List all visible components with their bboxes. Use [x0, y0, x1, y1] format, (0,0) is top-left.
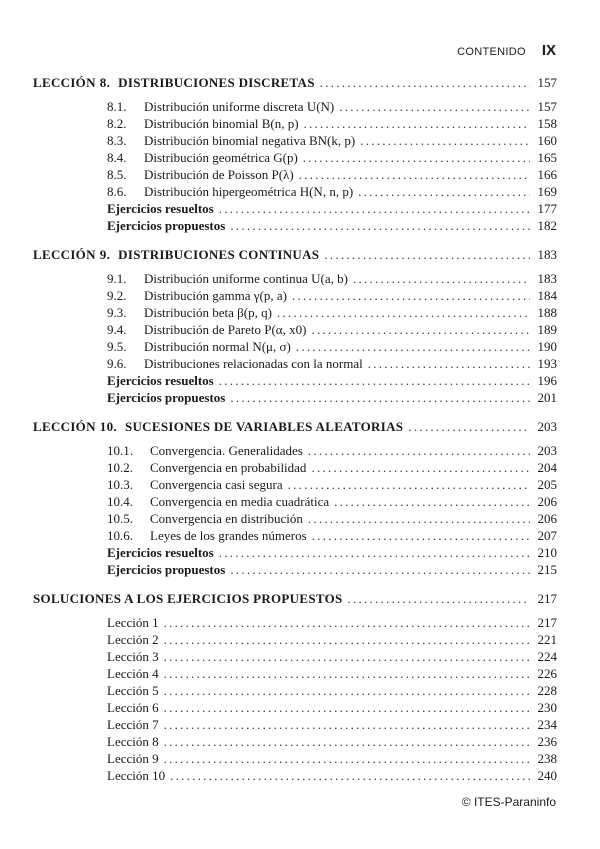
toc-lesson-9[interactable] — [33, 246, 557, 263]
exercises-title: Ejercicios resueltos — [107, 201, 214, 216]
entry-page: 158 — [537, 116, 557, 131]
toc-entry[interactable] — [33, 476, 557, 493]
lesson-page: 183 — [537, 247, 557, 262]
entry-title: Leyes de los grandes números — [150, 528, 307, 543]
dot-leader — [230, 217, 530, 234]
toc-lesson-10[interactable] — [33, 418, 557, 435]
toc-exercises[interactable] — [33, 544, 557, 561]
dot-leader — [303, 149, 530, 166]
dot-leader — [339, 98, 530, 115]
entry-page: 234 — [537, 717, 557, 732]
table-of-contents — [33, 74, 557, 784]
dot-leader — [164, 733, 530, 750]
entry-page: 188 — [537, 305, 557, 320]
toc-entry[interactable] — [33, 149, 557, 166]
toc-entry[interactable] — [33, 355, 557, 372]
entry-title: Lección 2 — [107, 632, 159, 647]
exercises-title: Ejercicios resueltos — [107, 373, 214, 388]
entry-number: 9.1. — [107, 271, 127, 286]
entry-title: Lección 1 — [107, 615, 159, 630]
exercises-title: Ejercicios propuestos — [107, 390, 226, 405]
entry-number: 10.5. — [107, 511, 133, 526]
dot-leader — [320, 74, 530, 91]
page-number: IX — [541, 42, 556, 59]
exercises-title: Ejercicios resueltos — [107, 545, 214, 560]
entry-title: Distribuciones relacionadas con la normal — [144, 356, 363, 371]
entry-title: Lección 9 — [107, 751, 159, 766]
lesson-page: 157 — [537, 75, 557, 90]
dot-leader — [230, 389, 530, 406]
exercises-page: 215 — [537, 562, 557, 577]
entry-page: 203 — [537, 443, 557, 458]
entry-number: 10.3. — [107, 477, 133, 492]
dot-leader — [164, 614, 530, 631]
dot-leader — [368, 355, 530, 372]
solutions-page: 217 — [537, 591, 557, 606]
dot-leader — [164, 631, 530, 648]
toc-entry[interactable] — [33, 98, 557, 115]
entry-title: Distribución uniforme discreta U(N) — [144, 99, 335, 114]
entry-number: 9.5. — [107, 339, 127, 354]
toc-entry[interactable] — [33, 287, 557, 304]
entry-number: 10.4. — [107, 494, 133, 509]
entry-title: Distribución de Pareto P(α, x0) — [144, 322, 307, 337]
exercises-title: Ejercicios propuestos — [107, 218, 226, 233]
entry-page: 165 — [537, 150, 557, 165]
dot-leader — [292, 287, 530, 304]
entry-page: 160 — [537, 133, 557, 148]
toc-entry[interactable] — [33, 338, 557, 355]
dot-leader — [219, 200, 530, 217]
toc-entry[interactable] — [33, 527, 557, 544]
toc-solution-entry[interactable] — [33, 716, 557, 733]
dot-leader — [312, 527, 530, 544]
toc-exercises[interactable] — [33, 389, 557, 406]
lesson-page: 203 — [537, 419, 557, 434]
entry-title: Lección 4 — [107, 666, 159, 681]
lesson-8-entries — [33, 98, 557, 234]
entry-title: Lección 5 — [107, 683, 159, 698]
entry-page: 206 — [537, 494, 557, 509]
lesson-number: 9. — [99, 247, 111, 262]
dot-leader — [288, 476, 530, 493]
entry-title: Convergencia en media cuadrática — [150, 494, 330, 509]
entry-title: Distribución uniforme continua U(a, b) — [144, 271, 348, 286]
dot-leader — [348, 590, 530, 607]
entry-page: 204 — [537, 460, 557, 475]
entry-number: 8.3. — [107, 133, 127, 148]
entry-number: 9.6. — [107, 356, 127, 371]
toc-exercises[interactable] — [33, 200, 557, 217]
lesson-title: DISTRIBUCIONES CONTINUAS — [118, 247, 320, 262]
entry-number: 8.2. — [107, 116, 127, 131]
entry-title: Distribución normal N(μ, σ) — [144, 339, 291, 354]
dot-leader — [299, 166, 530, 183]
dot-leader — [308, 510, 530, 527]
toc-solution-entry[interactable] — [33, 631, 557, 648]
dot-leader — [353, 270, 530, 287]
dot-leader — [308, 442, 530, 459]
entry-page: 207 — [537, 528, 557, 543]
exercises-page: 210 — [537, 545, 557, 560]
entry-page: 183 — [537, 271, 557, 286]
toc-entry[interactable] — [33, 270, 557, 287]
dot-leader — [164, 648, 530, 665]
solutions-entries — [33, 614, 557, 784]
entry-page: 224 — [537, 649, 557, 664]
exercises-page: 177 — [537, 201, 557, 216]
toc-exercises[interactable] — [33, 217, 557, 234]
entry-page: 169 — [537, 184, 557, 199]
entry-page: 206 — [537, 511, 557, 526]
entry-page: 193 — [537, 356, 557, 371]
entry-page: 226 — [537, 666, 557, 681]
toc-solution-entry[interactable] — [33, 665, 557, 682]
toc-entry[interactable] — [33, 510, 557, 527]
entry-title: Lección 10 — [107, 768, 166, 783]
dot-leader — [277, 304, 530, 321]
dot-leader — [219, 372, 530, 389]
entry-title: Convergencia en distribución — [150, 511, 303, 526]
dot-leader — [324, 246, 530, 263]
lesson-label: LECCIÓN — [33, 247, 96, 262]
entry-number: 10.2. — [107, 460, 133, 475]
entry-title: Lección 7 — [107, 717, 159, 732]
entry-title: Distribución gamma γ(p, a) — [144, 288, 287, 303]
entry-title: Lección 6 — [107, 700, 159, 715]
exercises-title: Ejercicios propuestos — [107, 562, 226, 577]
entry-title: Convergencia casi segura — [150, 477, 283, 492]
entry-page: 189 — [537, 322, 557, 337]
entry-page: 184 — [537, 288, 557, 303]
entry-title: Distribución geométrica G(p) — [144, 150, 298, 165]
entry-page: 205 — [537, 477, 557, 492]
toc-entry[interactable] — [33, 321, 557, 338]
dot-leader — [311, 459, 530, 476]
lesson-title: DISTRIBUCIONES DISCRETAS — [118, 75, 315, 90]
toc-solution-entry[interactable] — [33, 682, 557, 699]
dot-leader — [334, 493, 530, 510]
dot-leader — [230, 561, 530, 578]
toc-lesson-8[interactable] — [33, 74, 557, 91]
dot-leader — [304, 115, 530, 132]
dot-leader — [296, 338, 530, 355]
running-head — [457, 42, 556, 59]
entry-title: Distribución beta β(p, q) — [144, 305, 272, 320]
toc-entry[interactable] — [33, 166, 557, 183]
toc-solution-entry[interactable] — [33, 614, 557, 631]
entry-page: 238 — [537, 751, 557, 766]
toc-solution-entry[interactable] — [33, 699, 557, 716]
toc-entry[interactable] — [33, 115, 557, 132]
running-head-section: CONTENIDO — [457, 46, 526, 58]
exercises-page: 196 — [537, 373, 557, 388]
dot-leader — [164, 716, 530, 733]
entry-page: 240 — [537, 768, 557, 783]
dot-leader — [164, 750, 530, 767]
dot-leader — [358, 183, 530, 200]
entry-title: Convergencia. Generalidades — [150, 443, 303, 458]
entry-number: 10.1. — [107, 443, 133, 458]
toc-entry[interactable] — [33, 304, 557, 321]
lesson-title: SUCESIONES DE VARIABLES ALEATORIAS — [124, 419, 404, 434]
entry-number: 9.4. — [107, 322, 127, 337]
dot-leader — [408, 418, 530, 435]
entry-number: 8.1. — [107, 99, 127, 114]
dot-leader — [311, 321, 530, 338]
toc-entry[interactable] — [33, 493, 557, 510]
lesson-10-entries — [33, 442, 557, 578]
toc-exercises[interactable] — [33, 372, 557, 389]
entry-page: 236 — [537, 734, 557, 749]
entry-number: 9.2. — [107, 288, 127, 303]
dot-leader — [164, 665, 530, 682]
entry-title: Distribución binomial B(n, p) — [144, 116, 299, 131]
toc-solution-entry[interactable] — [33, 733, 557, 750]
entry-number: 8.4. — [107, 150, 127, 165]
toc-solutions[interactable] — [33, 590, 557, 607]
exercises-page: 182 — [537, 218, 557, 233]
dot-leader — [164, 682, 530, 699]
entry-title: Convergencia en probabilidad — [150, 460, 307, 475]
entry-page: 217 — [537, 615, 557, 630]
toc-entry[interactable] — [33, 442, 557, 459]
entry-number: 8.5. — [107, 167, 127, 182]
dot-leader — [360, 132, 530, 149]
toc-solution-entry[interactable] — [33, 767, 557, 784]
dot-leader — [219, 544, 530, 561]
entry-page: 166 — [537, 167, 557, 182]
toc-exercises[interactable] — [33, 561, 557, 578]
entry-page: 157 — [537, 99, 557, 114]
entry-page: 221 — [537, 632, 557, 647]
entry-title: Lección 8 — [107, 734, 159, 749]
entry-page: 228 — [537, 683, 557, 698]
entry-number: 8.6. — [107, 184, 127, 199]
toc-entry[interactable] — [33, 183, 557, 200]
entry-number: 10.6. — [107, 528, 133, 543]
lesson-number: 10. — [99, 419, 117, 434]
entry-title: Distribución de Poisson P(λ) — [144, 167, 294, 182]
solutions-title: SOLUCIONES A LOS EJERCICIOS PROPUESTOS — [33, 591, 343, 606]
toc-entry[interactable] — [33, 132, 557, 149]
exercises-page: 201 — [537, 390, 557, 405]
dot-leader — [164, 699, 530, 716]
lesson-label: LECCIÓN — [33, 419, 96, 434]
toc-solution-entry[interactable] — [33, 750, 557, 767]
entry-page: 230 — [537, 700, 557, 715]
entry-page: 190 — [537, 339, 557, 354]
lesson-label: LECCIÓN — [33, 75, 96, 90]
toc-solution-entry[interactable] — [33, 648, 557, 665]
toc-entry[interactable] — [33, 459, 557, 476]
entry-number: 9.3. — [107, 305, 127, 320]
entry-title: Distribución hipergeométrica H(N, n, p) — [144, 184, 354, 199]
entry-title: Lección 3 — [107, 649, 159, 664]
lesson-9-entries — [33, 270, 557, 406]
entry-title: Distribución binomial negativa BN(k, p) — [144, 133, 356, 148]
lesson-number: 8. — [99, 75, 111, 90]
copyright-footer: © ITES-Paraninfo — [461, 795, 556, 809]
dot-leader — [170, 767, 530, 784]
